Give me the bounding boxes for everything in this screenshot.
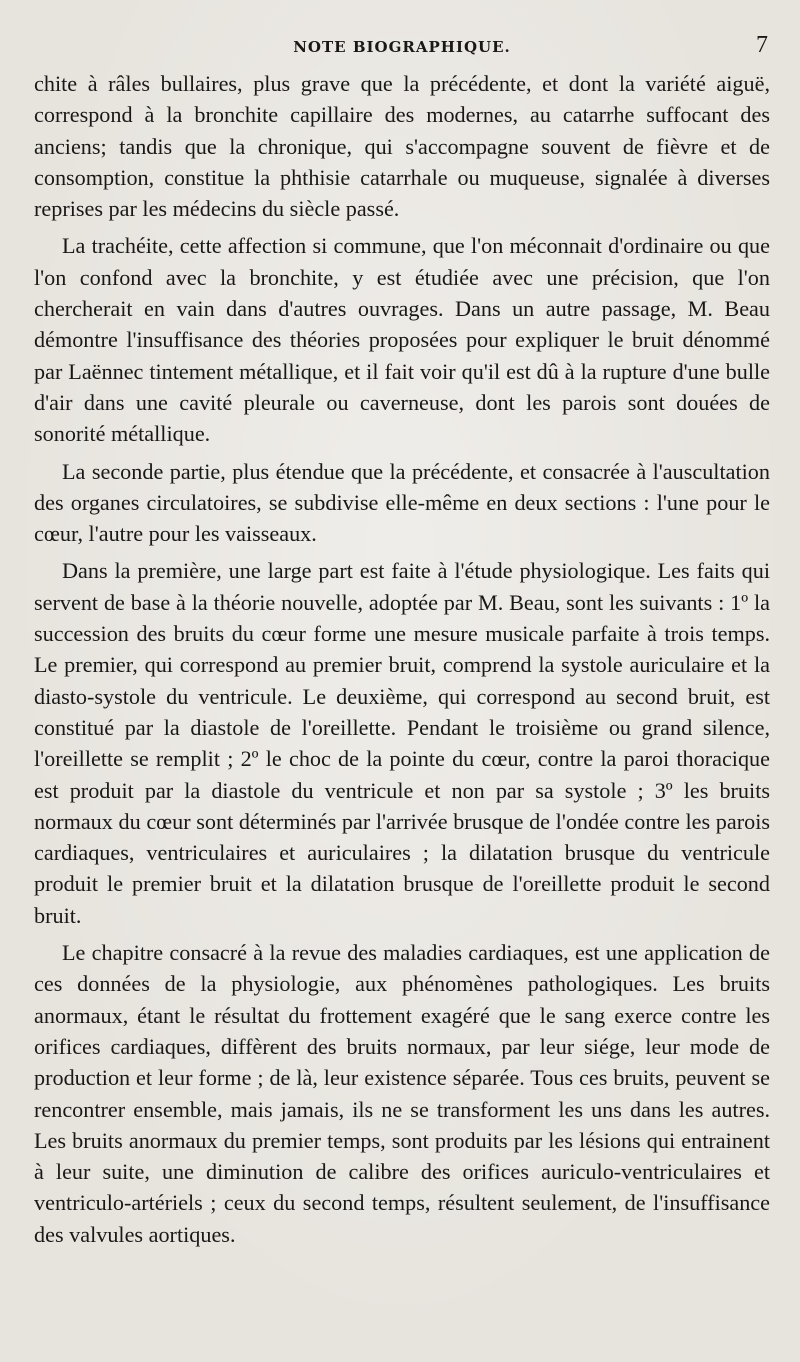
paragraph-continued: chite à râles bullaires, plus grave que la précédente, et dont la variété aiguë, correspond à la bronchite capillaire des modernes, au catarrhe suffocant des anciens; tandis que la chronique, qui s'accompagne souvent de fièvre et de consomption, constitue la phthisie catarrhale ou muqueuse, signalée à diverses reprises par les médecins du siècle passé.	[34, 71, 770, 222]
page-number: 7	[756, 32, 768, 58]
body-text	[34, 68, 770, 1250]
paragraph-seconde-partie: La seconde partie, plus étendue que la précédente, et consacrée à l'auscultation des organes circulatoires, se subdivise elle-même en deux sections : l'une pour le cœur, l'autre pour les vaisseaux.	[34, 458, 770, 547]
running-head	[34, 28, 770, 68]
running-title: NOTE BIOGRAPHIQUE.	[293, 38, 511, 56]
paragraph-premiere-section: Dans la première, une large part est faite à l'étude physiologique. Les faits qui servent de base à la théorie nouvelle, adoptée par M. Beau, sont les suivants : 1º la succession des bruits du cœur forme une mesure musicale parfaite à trois temps. Le premier, qui correspond au premier bruit, comprend la systole auriculaire et la diasto-systole du ventricule. Le deuxième, qui correspond au second bruit, est constitué par la diastole de l'oreillette. Pendant le troisième ou grand silence, l'oreillette se remplit ; 2º le choc de la pointe du cœur, contre la paroi thoracique est produit par la diastole du ventricule et non par sa systole ; 3º les bruits normaux du cœur sont déterminés par l'arrivée brusque de l'ondée contre les parois cardiaques, ventriculaires et auriculaires ; la dilatation brusque du ventricule produit le premier bruit et la dilatation brusque de l'oreillette produit le second bruit.	[34, 558, 770, 928]
paragraph-tracheite: La trachéite, cette affection si commune, que l'on méconnait d'ordinaire ou que l'on confond avec la bronchite, y est étudiée avec une précision, que l'on chercherait en vain dans d'autres ouvrages. Dans un autre passage, M. Beau démontre l'insuffisance des théories proposées pour expliquer le bruit dénommé par Laënnec tintement métallique, et il fait voir qu'il est dû à la rupture d'une bulle d'air dans une cavité pleurale ou caverneuse, dont les parois sont douées de sonorité métallique.	[34, 233, 770, 447]
paragraph-chapitre-maladies: Le chapitre consacré à la revue des maladies cardiaques, est une application de ces données de la physiologie, aux phénomènes pathologiques. Les bruits anormaux, étant le résultat du frottement exagéré que le sang exerce contre les orifices cardiaques, diffèrent des bruits normaux, par leur siége, leur mode de production et leur forme ; de là, leur existence séparée. Tous ces bruits, peuvent se rencontrer ensemble, mais jamais, ils ne se transforment les uns dans les autres. Les bruits anormaux du premier temps, sont produits par les lésions qui entrainent à leur suite, une diminution de calibre des orifices auriculo-ventriculaires et ventriculo-artériels ; ceux du second temps, résultent seulement, de l'insuffisance des valvules aortiques.	[34, 940, 770, 1247]
